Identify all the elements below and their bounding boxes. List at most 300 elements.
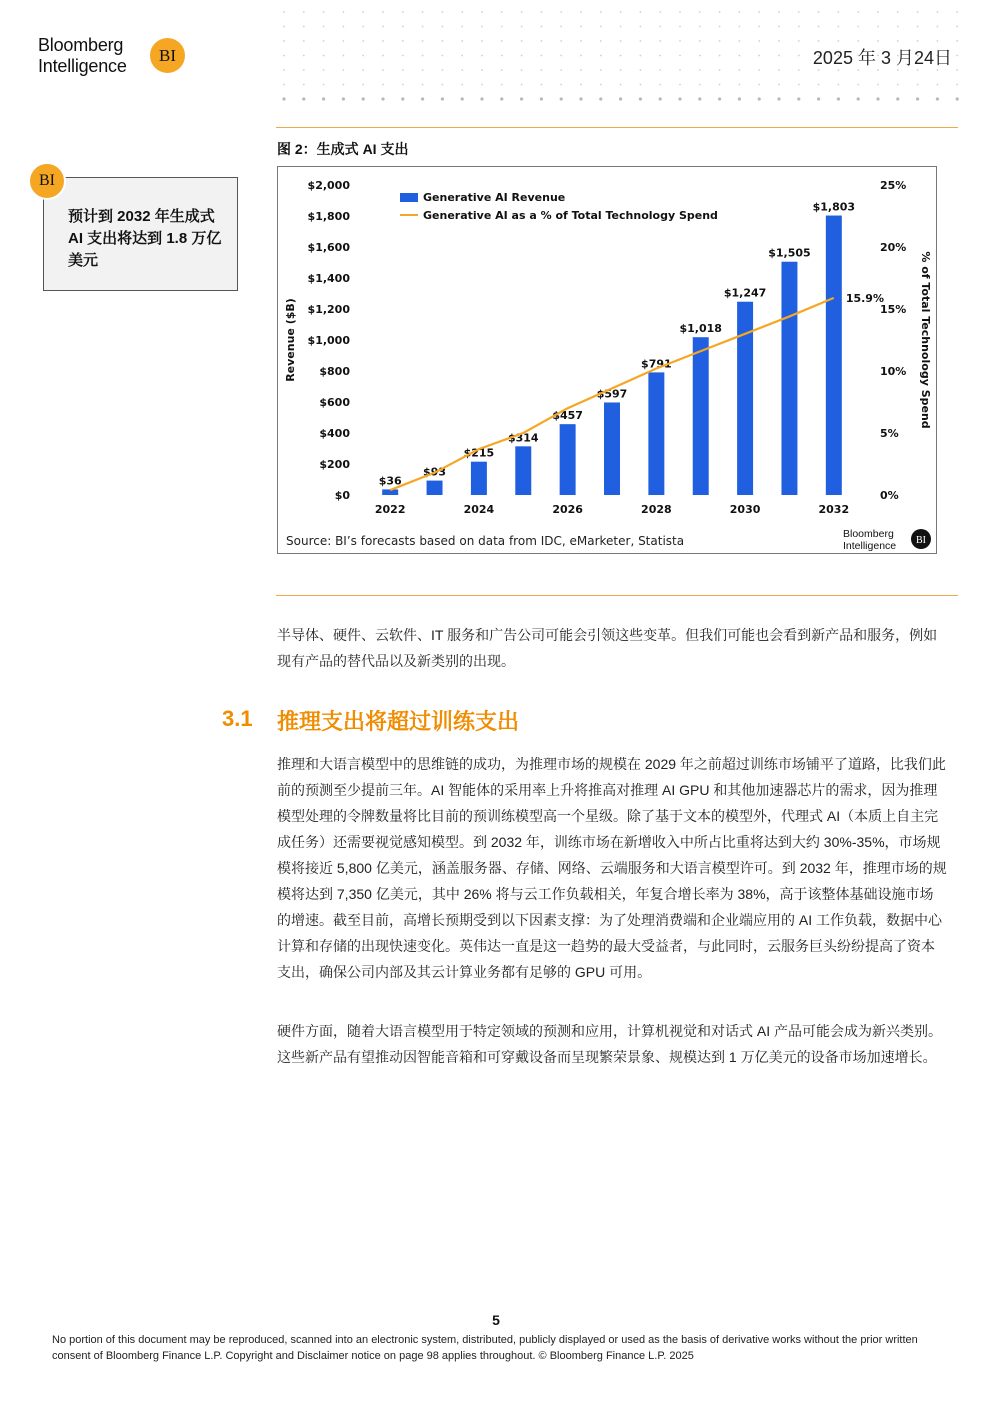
header-dot [857,84,859,86]
header-dot [481,11,483,13]
header-dot [640,26,642,28]
header-dot [600,69,602,71]
header-dot [500,97,503,100]
header-dot [343,40,345,42]
header-dot [659,97,662,100]
header-dot [699,26,701,28]
revenue-bar [604,402,620,495]
header-dot [343,69,345,71]
header-dot [620,55,622,57]
header-dot [936,97,939,100]
header-dot [739,26,741,28]
header-dot [620,84,622,86]
header-dot [758,69,760,71]
bar-value-label: $215 [463,446,495,460]
header-dot [521,26,523,28]
header-dot [897,84,899,86]
header-dot [640,11,642,13]
legend-line-label: Generative AI as a % of Total Technology Spend [423,209,718,222]
header-dot [580,40,582,42]
header-dot [876,97,879,100]
revenue-bar [826,216,842,495]
header-dot [777,97,780,100]
legend-bar-swatch [400,193,418,202]
header-dot [303,26,305,28]
header-dot [480,97,483,100]
header-dot [560,55,562,57]
header-dot [521,55,523,57]
header-dot [323,69,325,71]
header-dot [857,26,859,28]
header-dot [956,26,958,28]
header-dot [758,97,761,100]
header-dot [501,69,503,71]
watermark-line-2: Intelligence [843,540,897,552]
watermark-badge-text: BI [916,535,926,546]
header-dot [798,69,800,71]
header-dot [560,69,562,71]
header-dot [560,26,562,28]
header-dot [659,11,661,13]
section-number: 3.1 [222,706,253,731]
header-dot [560,97,563,100]
header-dot [877,26,879,28]
header-dot [956,11,958,13]
paragraph-1: 半导体、硬件、云软件、IT 服务和广告公司可能会引领这些变革。但我们可能也会看到新产品和服务，例如现有产品的替代品以及新类别的出现。 [277,627,938,669]
header-dot [679,26,681,28]
header-dot [699,84,701,86]
header-dot [540,97,543,100]
section-title: 推理支出将超过训练支出 [277,709,520,734]
header-dot [442,26,444,28]
header-dot [838,40,840,42]
header-dot [620,26,622,28]
header-dot [283,55,285,57]
callout-text: 预计到 2032 年生成式 AI 支出将达到 1.8 万亿美元 [68,208,222,269]
header-dot [897,11,899,13]
header-dot [461,84,463,86]
header-dot [818,40,820,42]
header-dot [461,55,463,57]
header-dot [699,55,701,57]
header-dot [302,97,305,100]
y2-tick-label: 10% [880,365,907,378]
header-dot [739,69,741,71]
header-dot [541,11,543,13]
header-dot [620,11,622,13]
header-dot [342,97,345,100]
header-dot [382,40,384,42]
header-dot [857,40,859,42]
header-dot [461,11,463,13]
header-dot [283,11,285,13]
y-tick-label: $2,000 [307,179,350,192]
header-dot [659,69,661,71]
legend-bar-label: Generative AI Revenue [423,191,566,204]
header-dot [362,55,364,57]
header-dot [481,69,483,71]
header-dot [501,11,503,13]
header-dot [956,55,958,57]
paragraph-2: 推理和大语言模型中的思维链的成功，为推理市场的规模在 2029 年之前超过训练市场铺平了道路，比我们此前的预测至少提前三年。AI 智能体的采用率上升将推高对推理 AI GPU 和其他加速器芯片的需求，因为推理模型处理的令牌数量将比目前的预训练模型高一个星级。除了基于文本的模型外，代理式 AI（本质上自主完成任务）还需要视觉感知模型。到 2032 年，训练市场在新增收入中所占比重将达到大约 30%-35%，市场规模将接近 5,800 亿美元，涵盖服务器、存储、网络、云端服务和大语言模型许可。到 2032 年，推理市场的规模将达到 7,350 亿美元，其中 26% 将与云工作负载相关，年复合增长率为 38%，高于该整体基础设施市场的增速。截至目前，高增长预期受到以下因素支撑：为了处理消费端和企业端应用的 AI 工作负载，数据中心计算和存储的出现快速变化。英伟达一直是这一趋势的最大受益者，与此同时，云服务巨头纷纷提高了资本支出，确保公司内部及其云计算业务都有足够的 GPU 可用。 [277,756,947,980]
header-dot [778,55,780,57]
header-dot [422,55,424,57]
header-dot [778,26,780,28]
header-dot [283,40,285,42]
header-dot [323,40,325,42]
header-dot [541,40,543,42]
header-dot [838,84,840,86]
header-dot [620,40,622,42]
header-dot [758,26,760,28]
header-dot [381,97,384,100]
header-dot [461,69,463,71]
header-dot [362,84,364,86]
y2-tick-label: 0% [880,489,899,502]
header-dot [422,11,424,13]
y-tick-label: $1,200 [307,303,350,316]
header-dot [580,26,582,28]
header-dot [521,11,523,13]
bar-value-label: $791 [641,357,672,371]
header-dot [719,84,721,86]
header-dot [937,26,939,28]
header-dot [283,84,285,86]
header-dot [322,97,325,100]
header-dot [718,97,721,100]
logo-line-1: Bloomberg [38,35,124,55]
header-dot [877,40,879,42]
header-dot [402,40,404,42]
page-number: 5 [492,1312,500,1328]
header-dot [640,69,642,71]
header-dot [580,69,582,71]
bar-value-label: $457 [552,409,583,423]
header-dot [798,55,800,57]
header-dot [956,97,959,100]
header-dot [501,55,503,57]
header-dot [362,97,365,100]
figure-title: 图 2：生成式 AI 支出 [277,141,409,157]
header-dot [442,84,444,86]
header-dot [640,55,642,57]
header-dot [699,69,701,71]
header-dot [778,11,780,13]
header-dot [798,11,800,13]
header-dot [401,97,404,100]
header-dot [303,11,305,13]
header-dot [343,55,345,57]
y2-tick-label: 5% [880,427,899,440]
bar-value-label: $597 [596,387,628,401]
header-dot [620,69,622,71]
header-dot [362,40,364,42]
revenue-bar [781,262,797,495]
header-dot [442,40,444,42]
header-dot [818,26,820,28]
revenue-bar [382,489,398,495]
header-dot [758,55,760,57]
header-dot [481,26,483,28]
header-dot [640,84,642,86]
header-dot [699,40,701,42]
bar-value-label: $1,803 [812,200,856,214]
header-dot [362,11,364,13]
header-dot [956,69,958,71]
header-dot [402,26,404,28]
x-tick-label: 2024 [463,503,495,516]
header-dot [599,97,602,100]
header-dot [937,40,939,42]
header-dot [442,55,444,57]
header-dot [719,40,721,42]
bar-value-label: $1,247 [723,286,767,300]
header-dot [501,26,503,28]
header-dot [422,69,424,71]
header-dot [323,11,325,13]
header-dot [877,84,879,86]
header-dot [739,11,741,13]
header-dot [282,97,285,100]
revenue-bar [693,337,709,495]
header-dot [541,84,543,86]
header-dot [897,40,899,42]
header-dot [303,69,305,71]
header-dot [600,40,602,42]
y-tick-label: $0 [334,489,350,502]
x-tick-label: 2030 [729,503,761,516]
header-dot [382,11,384,13]
header-dot [956,84,958,86]
header-dot [917,84,919,86]
header-dot [837,97,840,100]
logo-line-2: Intelligence [38,56,127,76]
header-dot [937,11,939,13]
y2-tick-label: 20% [880,241,907,254]
header-dot [442,69,444,71]
revenue-bar [560,424,576,495]
revenue-chart [277,166,937,554]
header-dot [422,40,424,42]
header-dot [699,11,701,13]
header-dot [758,11,760,13]
header-dot [343,11,345,13]
header-dot [362,69,364,71]
header-dot [719,55,721,57]
header-dot [857,11,859,13]
header-dot [739,84,741,86]
header-dot [917,40,919,42]
header-dot [541,26,543,28]
header-dot [481,84,483,86]
header-dot [520,97,523,100]
header-dot [580,84,582,86]
header-dot [382,55,384,57]
header-dot [659,26,661,28]
header-dot [521,84,523,86]
y-tick-label: $400 [319,427,350,440]
y2-tick-label: 25% [880,179,907,192]
paragraph-3: 硬件方面，随着大语言模型用于特定领域的预测和应用，计算机视觉和对话式 AI 产品可能会成为新兴类别。这些新产品有望推动因智能音箱和可穿戴设备而呈现繁荣景象、规模达到 1 万亿美元的设备市场加速增长。 [277,1023,943,1065]
header-dot [441,97,444,100]
header-dot [659,55,661,57]
revenue-bar [427,481,443,495]
header-dot [659,40,661,42]
header-dot [580,55,582,57]
revenue-bar [648,372,664,495]
header-dot [640,40,642,42]
header-dot [778,40,780,42]
header-dot [758,40,760,42]
header-dot [738,97,741,100]
y-tick-label: $1,400 [307,272,350,285]
header-dot [461,26,463,28]
header-dot [402,69,404,71]
header-dot [600,55,602,57]
header-dot [698,97,701,100]
header-dot [343,84,345,86]
header-dot [678,97,681,100]
y-tick-label: $1,800 [307,210,350,223]
header-dot [896,97,899,100]
chart-source: Source: BI’s forecasts based on data from IDC, eMarketer, Statista [286,534,685,548]
header-dot [838,11,840,13]
header-dot [897,26,899,28]
header-dot [283,69,285,71]
line-end-label: 15.9% [845,291,884,305]
header-dot [798,40,800,42]
footer-disclaimer: No portion of this document may be reproduced, scanned into an electronic system, distributed, publicly displayed or used as the basis of derivative works without the prior written consent of Bloomberg Finance L.P. Copyright and Disclaimer notice on page 98 applies throughout. © Bloomberg Finance L.P. 2025 [52,1334,918,1362]
y-tick-label: $1,000 [307,334,350,347]
report-date: 2025 年 3 月24日 [812,48,952,68]
header-dot [461,97,464,100]
header-dot [442,11,444,13]
header-dot [719,69,721,71]
watermark-line-1: Bloomberg [843,528,894,540]
header-dot [937,84,939,86]
y2-tick-label: 15% [880,303,907,316]
bar-value-label: $1,018 [679,322,722,336]
header-dot [659,84,661,86]
header-dot [679,55,681,57]
header-dot [818,84,820,86]
y-tick-label: $800 [319,365,350,378]
header-dot [916,97,919,100]
bar-value-label: $93 [423,465,447,479]
header-dot [798,26,800,28]
header-dot [402,84,404,86]
y-tick-label: $1,600 [307,241,350,254]
header-dot [600,26,602,28]
header-dot [917,11,919,13]
header-dot [877,11,879,13]
header-dot [838,26,840,28]
header-dot [679,69,681,71]
header-dot [323,84,325,86]
bar-value-label: $314 [507,431,539,445]
callout-bi-icon: BI [28,162,66,200]
x-tick-label: 2022 [374,503,406,516]
header-dot [323,26,325,28]
revenue-bar [515,446,531,495]
header-dot [422,84,424,86]
header-dot [560,11,562,13]
header-dot [343,26,345,28]
header-dot [778,69,780,71]
header-dot [679,11,681,13]
header-dot [798,84,800,86]
header-dot [402,11,404,13]
header-dot [600,84,602,86]
header-dot [560,40,562,42]
header-dot [797,97,800,100]
header-dot [739,40,741,42]
bloomberg-intelligence-logo [38,35,176,77]
x-tick-label: 2032 [818,503,850,516]
header-dot [461,40,463,42]
y2-axis-title: % of Total Technology Spend [919,251,932,429]
header-dot [303,40,305,42]
header-dot [382,69,384,71]
header-dot [679,40,681,42]
y-tick-label: $600 [319,396,350,409]
header-dot [283,26,285,28]
header-dot [541,69,543,71]
header-dot [382,26,384,28]
header-dot [778,84,780,86]
header-dot [600,11,602,13]
bottom-divider [276,595,958,596]
chart-canvas [278,167,938,555]
header-dot [639,97,642,100]
x-tick-label: 2028 [641,503,672,516]
header-dot [501,84,503,86]
revenue-bar [471,462,487,495]
header-dot [857,97,860,100]
header-dot [719,26,721,28]
header-dot [422,26,424,28]
header-dot [917,26,919,28]
header-dot [501,40,503,42]
header-dot [481,40,483,42]
header-dot [303,55,305,57]
header-dot [303,84,305,86]
header-dot [382,84,384,86]
header-dot [817,97,820,100]
header-dot [719,11,721,13]
header-dot [579,97,582,100]
top-divider [276,127,958,128]
y-axis-title: Revenue ($B) [284,298,297,382]
header-dot [541,55,543,57]
bar-value-label: $36 [378,474,402,488]
x-tick-label: 2026 [552,503,583,516]
header-dot [818,11,820,13]
header-dot [521,69,523,71]
header-dot [402,55,404,57]
header-dot [421,97,424,100]
header-dot [580,11,582,13]
header-dot [323,55,325,57]
header-dot [481,55,483,57]
y-tick-label: $200 [319,458,350,471]
header-dot [619,97,622,100]
header-dot [739,55,741,57]
header-dot [758,84,760,86]
header-dot [560,84,562,86]
header-dot [521,40,523,42]
header-dot [362,26,364,28]
